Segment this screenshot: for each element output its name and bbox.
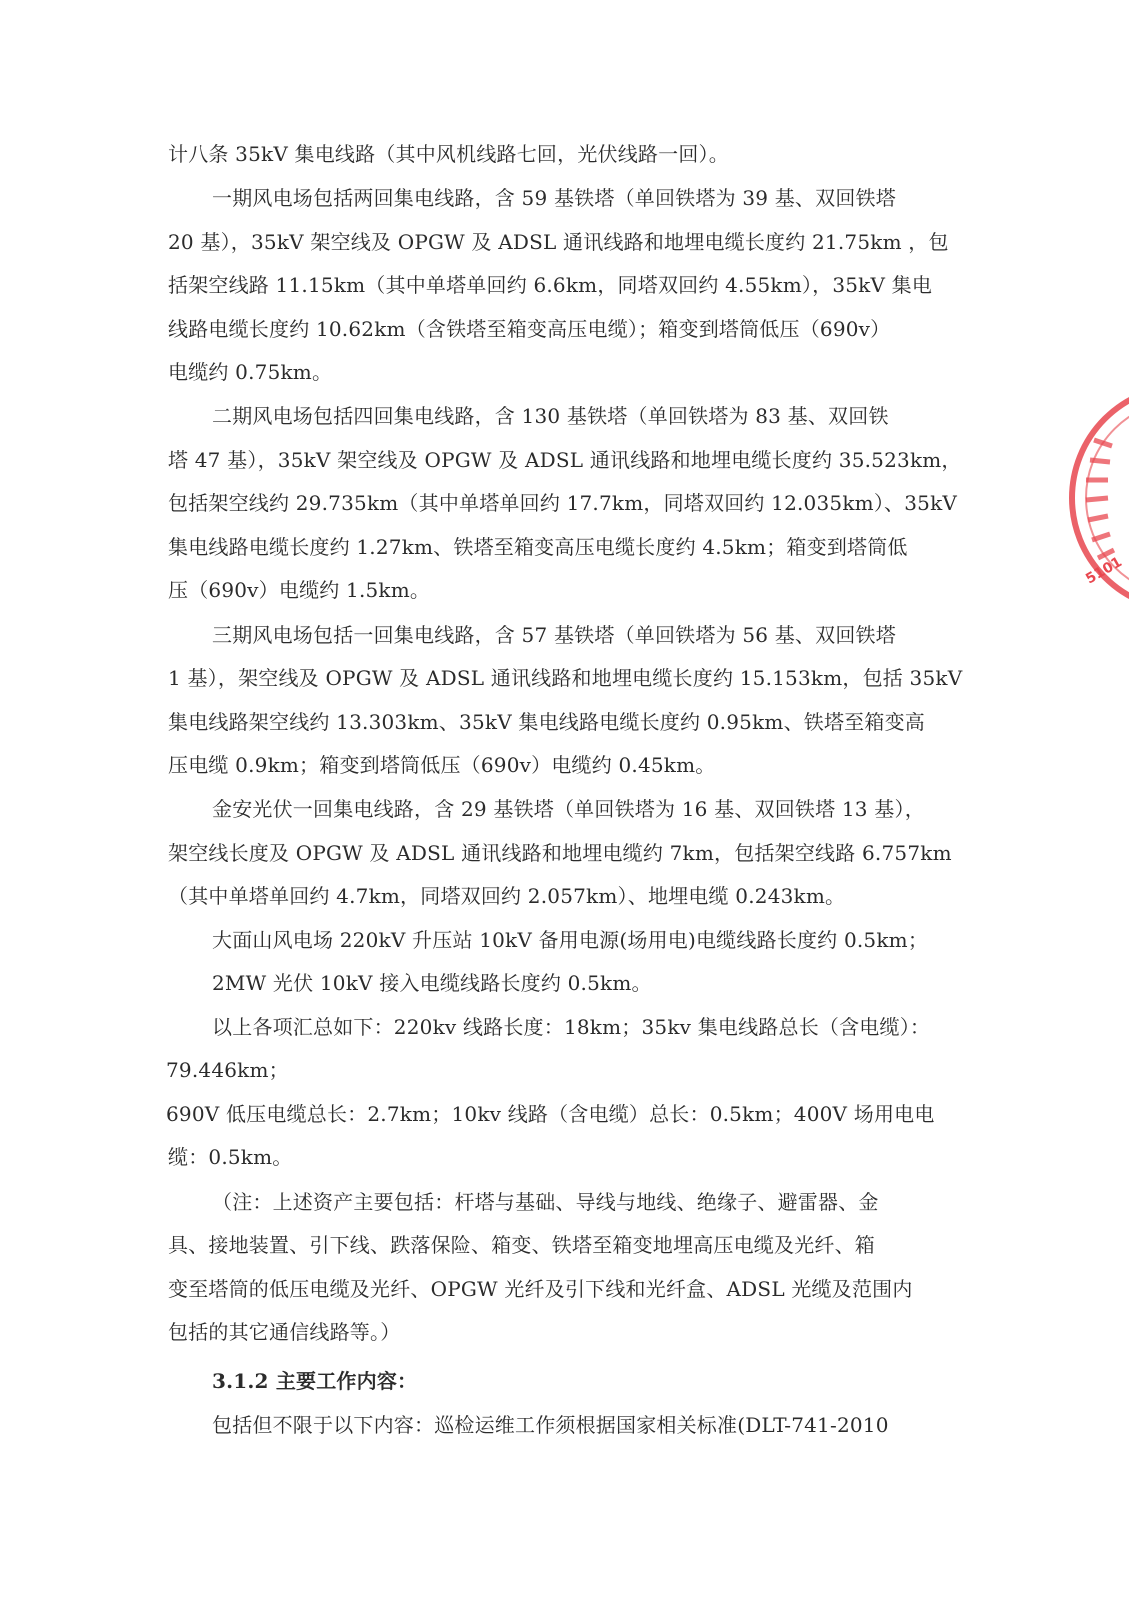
text-line: 集电线路电缆长度约 1.27km、铁塔至箱变高压电缆长度约 4.5km；箱变到塔筒低 — [168, 535, 908, 559]
text-line: 压（690v）电缆约 1.5km。 — [168, 578, 431, 602]
text-line: 包括的其它通信线路等。） — [168, 1320, 401, 1344]
text-line: 塔 47 基），35kV 架空线及 OPGW 及 ADSL 通讯线路和地埋电缆长度约 35.523km， — [168, 448, 962, 472]
text-line: 大面山风电场 220kV 升压站 10kV 备用电源(场用电)电缆线路长度约 0.5km； — [212, 928, 929, 952]
text-line: 二期风电场包括四回集电线路，含 130 基铁塔（单回铁塔为 83 基、双回铁 — [212, 404, 889, 428]
text-line: 三期风电场包括一回集电线路，含 57 基铁塔（单回铁塔为 56 基、双回铁塔 — [212, 623, 896, 647]
text-line: 集电线路架空线约 13.303km、35kV 集电线路电缆长度约 0.95km、铁塔至箱变高 — [168, 710, 925, 734]
text-line: 690V 低压电缆总长：2.7km；10kv 线路（含电缆）总长：0.5km；400V 场用电电 — [166, 1102, 935, 1126]
text-line: 括架空线路 11.15km（其中单塔单回约 6.6km，同塔双回约 4.55km），35kV 集电 — [168, 273, 933, 297]
seal-glyph-marks — [1086, 440, 1114, 558]
text-line: （注：上述资产主要包括：杆塔与基础、导线与地线、绝缘子、避雷器、金 — [212, 1190, 879, 1214]
text-line: 一期风电场包括两回集电线路，含 59 基铁塔（单回铁塔为 39 基、双回铁塔 — [212, 186, 896, 210]
text-line: 电缆约 0.75km。 — [168, 360, 333, 384]
text-line: 2MW 光伏 10kV 接入电缆线路长度约 0.5km。 — [212, 971, 652, 995]
text-line: 79.446km； — [166, 1058, 289, 1082]
text-line: 包括但不限于以下内容：巡检运维工作须根据国家相关标准(DLT-741-2010 — [212, 1413, 889, 1437]
text-line: （其中单塔单回约 4.7km，同塔双回约 2.057km）、地埋电缆 0.243km。 — [168, 884, 846, 908]
seal-number: 5101 — [1083, 554, 1125, 588]
text-line: 金安光伏一回集电线路，含 29 基铁塔（单回铁塔为 16 基、双回铁塔 13 基）， — [212, 797, 925, 821]
text-line: 线路电缆长度约 10.62km（含铁塔至箱变高压电缆）；箱变到塔筒低压（690v） — [168, 317, 891, 341]
text-line: 包括架空线约 29.735km（其中单塔单回约 17.7km，同塔双回约 12.035km）、35kV — [168, 491, 958, 515]
text-line: 以上各项汇总如下：220kv 线路长度：18km；35kv 集电线路总长（含电缆）： — [212, 1015, 931, 1039]
text-line: 架空线长度及 OPGW 及 ADSL 通讯线路和地埋电缆约 7km，包括架空线路 6.757km — [168, 841, 952, 865]
text-line: 缆：0.5km。 — [168, 1145, 293, 1169]
text-line: 1 基），架空线及 OPGW 及 ADSL 通讯线路和地埋电缆长度约 15.153km，包括 35kV — [168, 666, 963, 690]
text-line: 计八条 35kV 集电线路（其中风机线路七回，光伏线路一回）。 — [168, 142, 729, 166]
official-seal — [1066, 380, 1129, 616]
text-line: 20 基），35kV 架空线及 OPGW 及 ADSL 通讯线路和地埋电缆长度约 21.75km ，包 — [168, 230, 949, 254]
section-heading: 3.1.2 主要工作内容： — [212, 1369, 418, 1393]
text-line: 具、接地装置、引下线、跌落保险、箱变、铁塔至箱变地埋高压电缆及光纤、箱 — [168, 1233, 875, 1257]
text-line: 压电缆 0.9km；箱变到塔筒低压（690v）电缆约 0.45km。 — [168, 753, 716, 777]
text-line: 变至塔筒的低压电缆及光纤、OPGW 光纤及引下线和光纤盒、ADSL 光缆及范围内 — [168, 1277, 913, 1301]
